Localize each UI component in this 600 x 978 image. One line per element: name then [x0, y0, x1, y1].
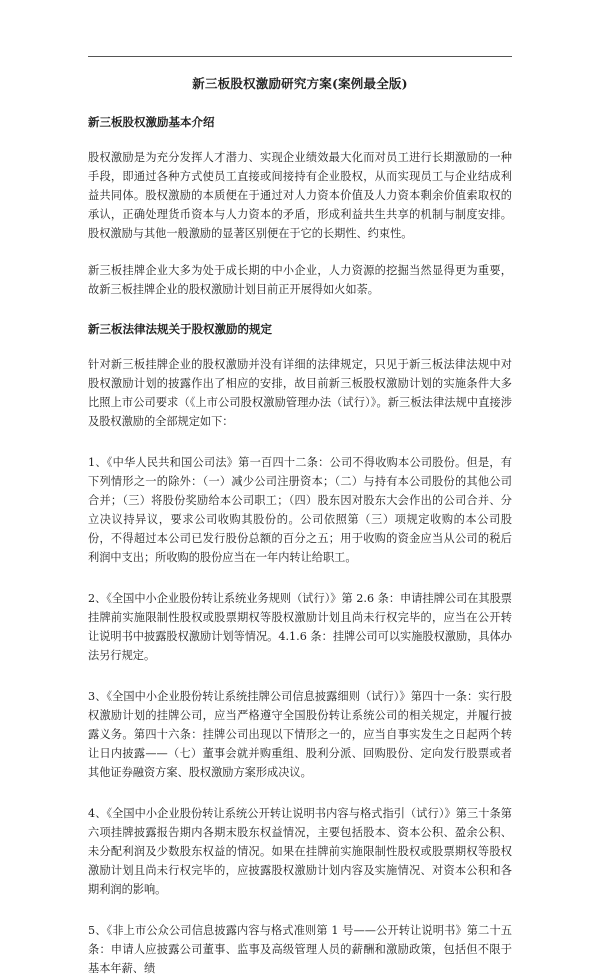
section-heading-intro: 新三板股权激励基本介绍	[88, 115, 215, 129]
paragraph-law-intro: 针对新三板挂牌企业的股权激励并没有详细的法律规定，只见于新三板法律法规中对股权激励计划的披露作出了相应的安排，故目前新三板股权激励计划的实施条件大多比照上市公司要求（《上市公司股权激励管理办法（试行）》。新三板法律法规中直接涉及股权激励的全部规定如下：	[88, 358, 512, 428]
section-heading-law: 新三板法律法规关于股权激励的规定	[88, 322, 272, 336]
paragraph-law-item-2: 2、《全国中小企业股份转让系统业务规则（试行）》第 2.6 条：申请挂牌公司在其股票挂牌前实施限制性股权或股票期权等股权激励计划且尚未行权完毕的，应当在公开转让说明书中披露股权激励计划等情况。4.1.6 条：挂牌公司可以实施股权激励，具体办法另行规定。	[88, 592, 512, 662]
document-title: 新三板股权激励研究方案(案例最全版)	[192, 76, 408, 91]
paragraph-law-item-1: 1、《中华人民共和国公司法》第一百四十二条：公司不得收购本公司股份。但是，有下列情形之一的除外：（一）减少公司注册资本；（二）与持有本公司股份的其他公司合并；（三）将股份奖励给本公司职工；（四）股东因对股东大会作出的公司合并、分立决议持异议，要求公司收购其股份的。公司依照第（三）项规定收购的本公司股份，不得超过本公司已发行股份总额的百分之五；用于收购的资金应当从公司的税后利润中支出；所收购的股份应当在一年内转让给职工。	[88, 456, 512, 564]
paragraph-intro-2: 新三板挂牌企业大多为处于成长期的中小企业，人力资源的挖掘当然显得更为重要，故新三板挂牌企业的股权激励计划目前正开展得如火如荼。	[88, 264, 512, 296]
paragraph-intro-1: 股权激励是为充分发挥人才潜力、实现企业绩效最大化而对员工进行长期激励的一种手段，即通过各种方式使员工直接或间接持有企业股权，从而实现员工与企业结成利益共同体。股权激励的本质便在于通过对人力资本价值及人力资本剩余价值索取权的承认，正确处理货币资本与人力资本的矛盾，形成利益共生共享的机制与制度安排。股权激励与其他一般激励的显著区别便在于它的长期性、约束性。	[88, 151, 512, 240]
paragraph-law-item-4: 4、《全国中小企业股份转让系统公开转让说明书内容与格式指引（试行）》第三十条第六项挂牌披露报告期内各期末股东权益情况，主要包括股本、资本公积、盈余公积、未分配利润及少数股东权益的情况。如果在挂牌前实施限制性股权或股票期权等股权激励计划且尚未行权完毕的，应披露股权激励计划内容及实施情况、对资本公积和各期利润的影响。	[88, 807, 512, 896]
paragraph-law-item-5: 5、《非上市公众公司信息披露内容与格式准则第 1 号——公开转让说明书》第二十五条：申请人应披露公司董事、监事及高级管理人员的薪酬和激励政策，包括但不限于基本年薪、绩	[88, 924, 512, 975]
header-rule	[88, 56, 512, 57]
paragraph-law-item-3: 3、《全国中小企业股份转让系统挂牌公司信息披露细则（试行）》第四十一条：实行股权激励计划的挂牌公司，应当严格遵守全国股份转让系统公司的相关规定，并履行披露义务。第四十六条：挂牌公司出现以下情形之一的，应当自事实发生之日起两个转让日内披露——（七）董事会就并购重组、股利分派、回购股份、定向发行股票或者其他证券融资方案、股权激励方案形成决议。	[88, 690, 512, 779]
